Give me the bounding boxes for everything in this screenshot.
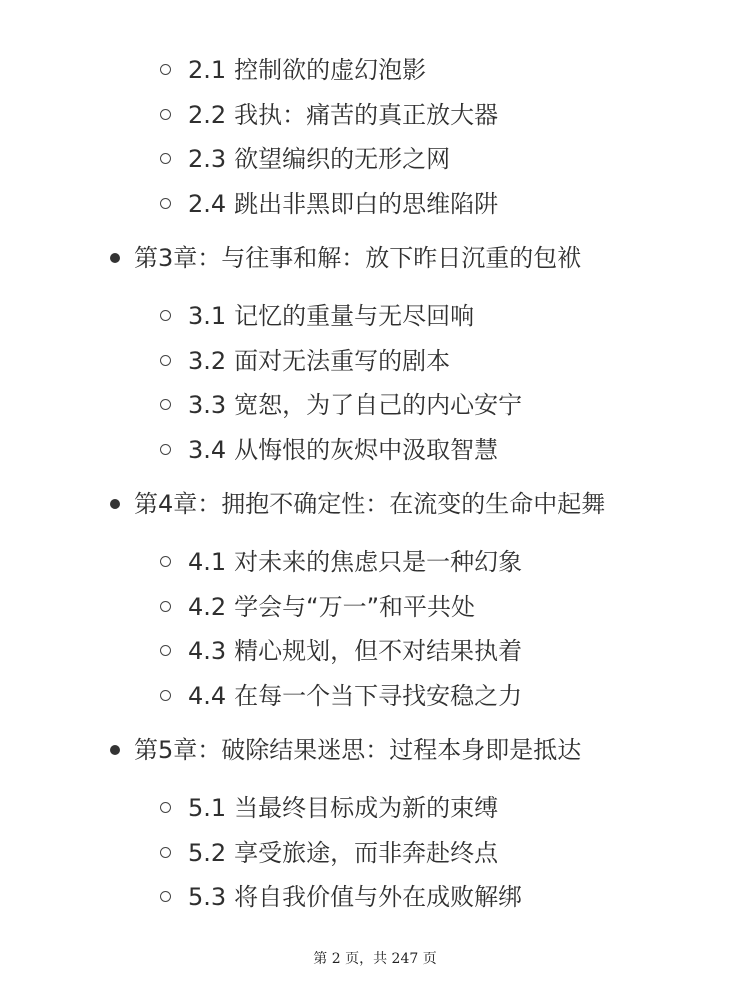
- chapter-title: 第3章：与往事和解：放下昨日沉重的包袱: [134, 244, 582, 272]
- section-number: 3.4: [188, 435, 227, 464]
- section-title: 控制欲的虚幻泡影: [234, 56, 427, 84]
- section-number: 2.3: [188, 145, 227, 173]
- page-number-label: 第 2 页，共 247 页: [313, 951, 437, 967]
- toc-section-3-3[interactable]: [0, 383, 750, 428]
- circle-bullet-icon: [160, 198, 171, 209]
- section-number: 4.4: [188, 681, 227, 710]
- page-footer: [0, 948, 750, 968]
- circle-bullet-icon: [160, 847, 171, 858]
- section-number: 2.4: [188, 189, 227, 218]
- circle-bullet-icon: [160, 355, 171, 366]
- disc-bullet-icon: [110, 253, 120, 263]
- section-title: 记忆的重量与无尽回响: [234, 302, 475, 330]
- toc-section-4-3[interactable]: [0, 629, 750, 674]
- circle-bullet-icon: [160, 444, 171, 455]
- circle-bullet-icon: [160, 153, 171, 164]
- toc-section-5-3[interactable]: [0, 875, 750, 920]
- section-number: 5.2: [188, 838, 227, 867]
- toc-chapter-3[interactable]: [0, 230, 750, 286]
- circle-bullet-icon: [160, 601, 171, 612]
- chapter-title: 第5章：破除结果迷思：过程本身即是抵达: [134, 736, 582, 764]
- circle-bullet-icon: [160, 891, 171, 902]
- section-title: 当最终目标成为新的束缚: [234, 794, 499, 822]
- toc-section-2-3[interactable]: [0, 137, 750, 182]
- section-title: 从悔恨的灰烬中汲取智慧: [234, 435, 499, 464]
- section-number: 3.3: [188, 391, 227, 419]
- section-title: 享受旅途，而非奔赴终点: [234, 838, 499, 867]
- circle-bullet-icon: [160, 64, 171, 75]
- section-number: 4.3: [188, 637, 227, 665]
- circle-bullet-icon: [160, 645, 171, 656]
- toc-section-2-1[interactable]: [0, 48, 750, 93]
- circle-bullet-icon: [160, 690, 171, 701]
- section-number: 5.1: [188, 794, 227, 822]
- section-number: 4.1: [188, 548, 227, 576]
- section-title: 精心规划，但不对结果执着: [234, 637, 523, 665]
- toc-section-4-1[interactable]: [0, 540, 750, 585]
- circle-bullet-icon: [160, 399, 171, 410]
- section-title: 欲望编织的无形之网: [234, 145, 451, 173]
- circle-bullet-icon: [160, 310, 171, 321]
- section-number: 5.3: [188, 883, 227, 911]
- chapter-title: 第4章：拥抱不确定性：在流变的生命中起舞: [134, 490, 606, 518]
- section-title: 面对无法重写的剧本: [234, 346, 451, 375]
- section-title: 我执：痛苦的真正放大器: [234, 100, 499, 129]
- section-number: 2.1: [188, 56, 227, 84]
- section-number: 4.2: [188, 592, 227, 621]
- circle-bullet-icon: [160, 109, 171, 120]
- circle-bullet-icon: [160, 556, 171, 567]
- table-of-contents: [0, 48, 750, 920]
- toc-chapter-5[interactable]: [0, 722, 750, 778]
- section-title: 对未来的焦虑只是一种幻象: [234, 548, 523, 576]
- toc-section-4-4[interactable]: [0, 674, 750, 719]
- disc-bullet-icon: [110, 499, 120, 509]
- section-number: 3.2: [188, 346, 227, 375]
- section-title: 跳出非黑即白的思维陷阱: [234, 189, 499, 218]
- toc-section-3-1[interactable]: [0, 294, 750, 339]
- section-number: 2.2: [188, 100, 227, 129]
- toc-section-3-4[interactable]: [0, 428, 750, 473]
- section-title: 宽恕，为了自己的内心安宁: [234, 391, 523, 419]
- section-number: 3.1: [188, 302, 227, 330]
- section-title: 学会与“万一”和平共处: [234, 592, 476, 621]
- section-title: 在每一个当下寻找安稳之力: [234, 681, 523, 710]
- toc-section-4-2[interactable]: [0, 585, 750, 630]
- circle-bullet-icon: [160, 802, 171, 813]
- toc-section-2-2[interactable]: [0, 93, 750, 138]
- disc-bullet-icon: [110, 745, 120, 755]
- toc-section-5-2[interactable]: [0, 831, 750, 876]
- toc-chapter-4[interactable]: [0, 476, 750, 532]
- toc-section-5-1[interactable]: [0, 786, 750, 831]
- section-title: 将自我价值与外在成败解绑: [234, 883, 523, 911]
- toc-section-2-4[interactable]: [0, 182, 750, 227]
- toc-section-3-2[interactable]: [0, 339, 750, 384]
